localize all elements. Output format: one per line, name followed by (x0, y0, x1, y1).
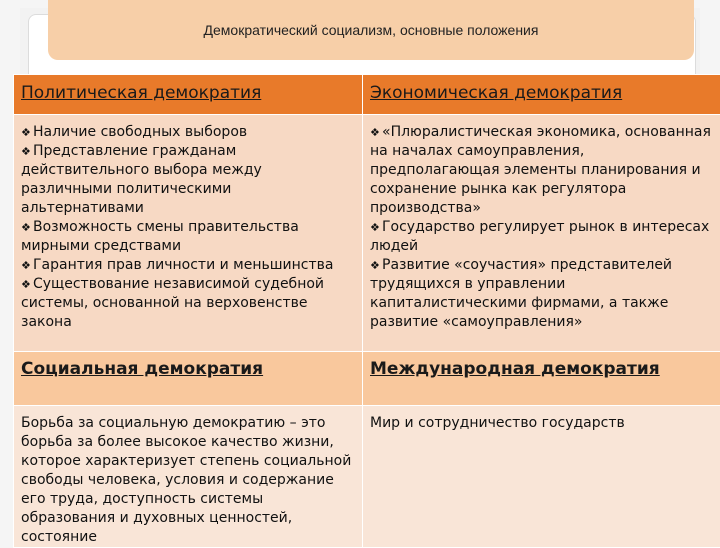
bullet-text: Наличие свободных выборов (33, 124, 247, 140)
democracy-table (13, 74, 720, 548)
header-row (14, 75, 720, 115)
bullet-item (370, 219, 709, 254)
table-row (14, 115, 720, 352)
bullet-item (370, 124, 711, 216)
title-bar (48, 0, 694, 60)
header-international: Международная демократия (363, 352, 720, 406)
diamond-bullet-icon: ❖ (21, 256, 33, 275)
bullet-item (21, 276, 324, 330)
diamond-bullet-icon: ❖ (21, 275, 33, 294)
header-social: Социальная демократия (14, 352, 363, 406)
diamond-bullet-icon: ❖ (370, 123, 382, 142)
diamond-bullet-icon: ❖ (21, 142, 33, 161)
bullet-text: Государство регулирует рынок в интересах людей (370, 219, 709, 254)
social-cell: Борьба за социальную демократию – это борьба за более высокое качество жизни, которое характеризует степень социальной свободы человека, условия и содержание его труда, доступность системы образования и духовных ценностей, состояние (14, 406, 363, 548)
slide-title: Демократический социализм, основные положения (204, 22, 539, 38)
bullet-text: Гарантия прав личности и меньшинства (33, 257, 334, 273)
bullet-item (21, 257, 334, 273)
economic-cell (363, 115, 720, 352)
diamond-bullet-icon: ❖ (370, 256, 382, 275)
bullet-text: Возможность смены правительства мирными средствами (21, 219, 299, 254)
diamond-bullet-icon: ❖ (370, 218, 382, 237)
bullet-text: «Плюралистическая экономика, основанная на началах самоуправления, предполагающая элементы планирования и сохранение рынка как регулятора производства» (370, 124, 711, 216)
bullet-text: Существование независимой судебной системы, основанной на верховенстве закона (21, 276, 324, 330)
international-cell: Мир и сотрудничество государств (363, 406, 720, 548)
bullet-item (370, 257, 672, 330)
subheader-row (14, 352, 720, 406)
bullet-item (21, 219, 299, 254)
diamond-bullet-icon: ❖ (21, 123, 33, 142)
bullet-text: Представление гражданам действительного выбора между различными политическими альтернативами (21, 143, 262, 216)
bullet-item (21, 143, 262, 216)
bullet-text: Развитие «соучастия» представителей трудящихся в управлении капиталистическими фирмами, а также развитие «самоуправления» (370, 257, 672, 330)
diamond-bullet-icon: ❖ (21, 218, 33, 237)
table-row (14, 406, 720, 548)
header-political: Политическая демократия (14, 75, 363, 115)
header-economic: Экономическая демократия (363, 75, 720, 115)
political-cell (14, 115, 363, 352)
